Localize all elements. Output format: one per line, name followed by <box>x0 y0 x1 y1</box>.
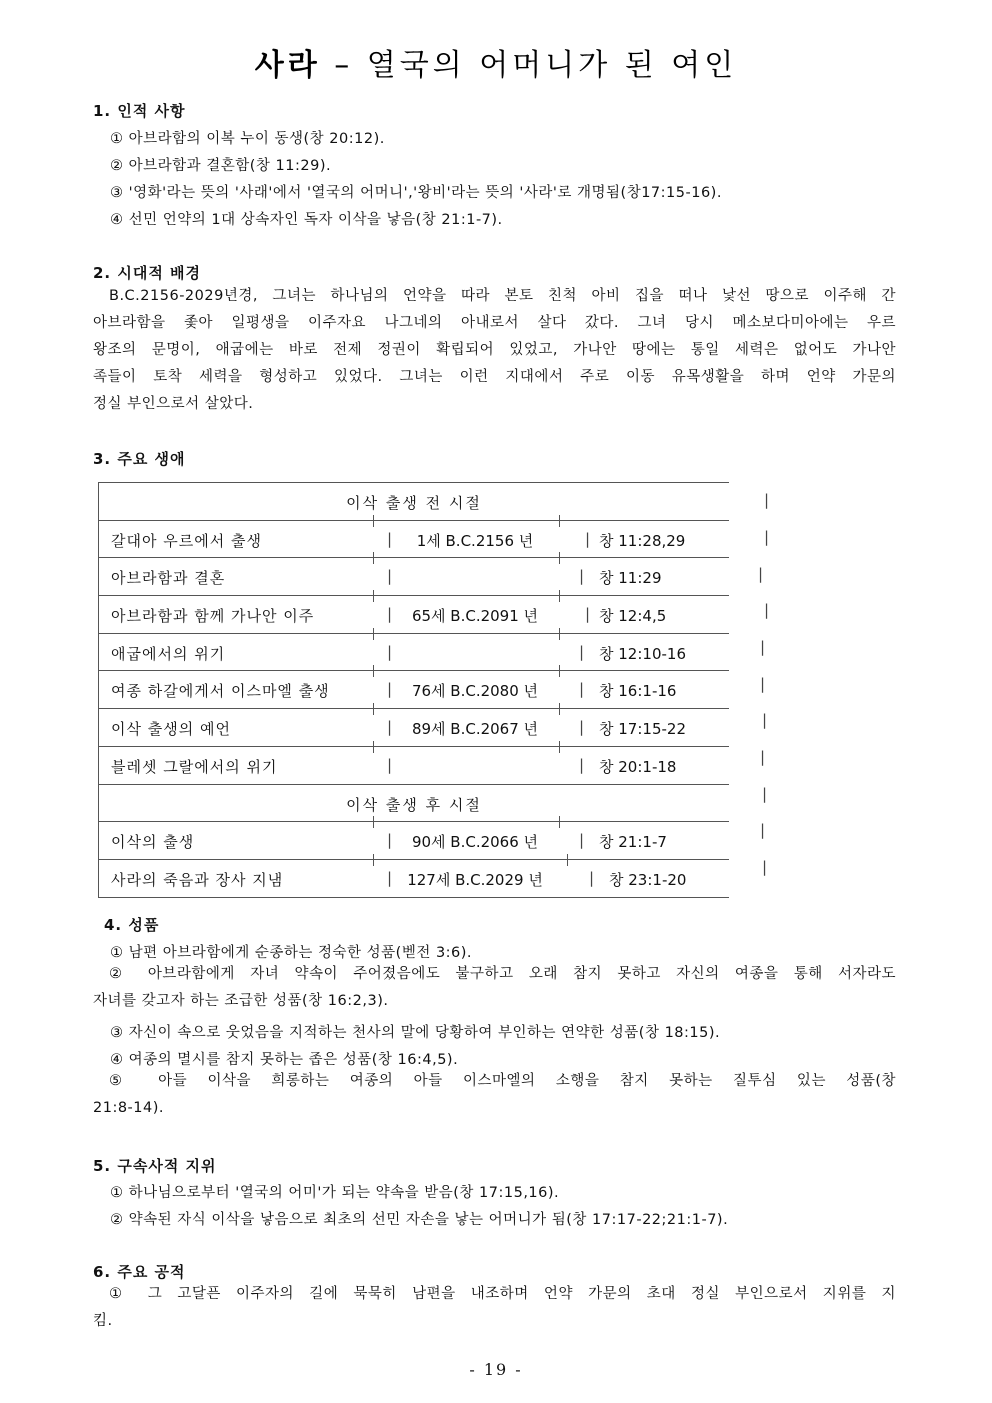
section-heading-character: 4. 성품 <box>104 916 160 934</box>
paragraph-line: 자녀를 갖고자 하는 조급한 성품(창 16:2,3). <box>93 993 389 1009</box>
event-cell: 애굽에서의 위기 <box>111 644 226 663</box>
cell-divider: | <box>387 605 393 624</box>
event-cell: 블레셋 그랄에서의 위기 <box>111 757 278 776</box>
age-year-cell: 1세 B.C.2156 년 <box>416 531 534 550</box>
page-number: - 19 - <box>469 1360 523 1379</box>
age-year-cell: 89세 B.C.2067 년 <box>411 720 539 739</box>
reference-cell: 창 11:29 <box>599 569 662 588</box>
table-row <box>99 670 729 708</box>
list-item: ③ '영화'라는 뜻의 '사래'에서 '열국의 어머니','왕비'라는 뜻의 '사라'로 개명됨(창17:15-16). <box>110 185 722 201</box>
paragraph-line: 족들이 토착 세력을 형성하고 있었다. 그녀는 이런 지대에서 주로 이동 유목생활을 하며 언약 가문의 <box>93 369 896 385</box>
event-cell: 갈대아 우르에서 출생 <box>111 531 262 550</box>
list-item: ④ 선민 언약의 1대 상속자인 독자 이삭을 낳음(창 21:1-7). <box>110 212 503 228</box>
table-edge-bar: | <box>762 711 768 729</box>
title-name: 사라 <box>254 48 321 83</box>
age-year-cell: 76세 B.C.2080 년 <box>411 682 539 701</box>
list-item: ② 아브라함과 결혼함(창 11:29). <box>110 158 332 174</box>
cell-divider: | <box>387 868 393 887</box>
list-item: ① 아브라함의 이복 누이 동생(창 20:12). <box>110 131 385 147</box>
table-edge-bar: | <box>760 638 766 656</box>
cell-divider: | <box>579 718 585 737</box>
table-edge-bar: | <box>760 748 766 766</box>
paragraph-line: ① 그 고달픈 이주자의 길에 묵묵히 남편을 내조하며 언약 가문의 초대 정실 부인으로서 지위를 지 <box>109 1286 896 1302</box>
reference-cell: 창 11:28,29 <box>599 531 686 550</box>
paragraph-line: 킴. <box>93 1313 113 1329</box>
table-edge-bar: | <box>760 821 766 839</box>
cell-divider: | <box>579 642 585 661</box>
cell-divider: | <box>387 680 393 699</box>
paragraph-line: 21:8-14). <box>93 1100 165 1116</box>
cell-divider: | <box>387 567 393 586</box>
table-row <box>99 520 729 558</box>
reference-cell: 창 23:1-20 <box>609 870 687 889</box>
life-table <box>98 482 729 898</box>
table-section-row <box>99 482 729 520</box>
list-item: ③ 자신이 속으로 웃었음을 지적하는 천사의 말에 당황하여 부인하는 연약한 성품(창 18:15). <box>110 1025 721 1041</box>
list-item <box>93 1068 896 1122</box>
cell-divider: | <box>579 567 585 586</box>
paragraph-line: B.C.2156-2029년경, 그녀는 하나님의 언약을 따라 본토 친척 아비 집을 떠나 낯선 땅으로 이주해 간 <box>109 288 896 304</box>
cell-divider: | <box>579 680 585 699</box>
table-row <box>99 708 729 746</box>
table-edge-bar: | <box>762 785 768 803</box>
cell-divider: | <box>387 718 393 737</box>
list-item <box>93 961 896 1015</box>
table-edge-bar: | <box>764 601 770 619</box>
event-cell: 이삭 출생의 예언 <box>111 720 231 739</box>
section-heading-background: 2. 시대적 배경 <box>93 264 202 282</box>
reference-cell: 창 17:15-22 <box>599 720 686 739</box>
table-edge-bar: | <box>764 491 770 509</box>
table-row <box>99 746 729 784</box>
list-item <box>93 1281 896 1335</box>
section-heading-personal: 1. 인적 사항 <box>93 102 186 120</box>
table-edge-bar: | <box>762 858 768 876</box>
section-heading-redemptive-role: 5. 구속사적 지위 <box>93 1157 217 1175</box>
cell-divider: | <box>589 868 595 887</box>
section-heading-achievements: 6. 주요 공적 <box>93 1263 186 1281</box>
page-title <box>0 40 992 84</box>
table-edge-bar: | <box>764 528 770 546</box>
table-row <box>99 557 729 595</box>
table-edge-bar: | <box>760 675 766 693</box>
event-cell: 여종 하갈에게서 이스마엘 출생 <box>111 682 330 701</box>
list-item: ④ 여종의 멸시를 참지 못하는 좁은 성품(창 16:4,5). <box>110 1052 459 1068</box>
age-year-cell: 65세 B.C.2091 년 <box>411 607 539 626</box>
paragraph-line: ⑤ 아들 이삭을 희롱하는 여종의 아들 이스마엘의 소행을 참지 못하는 질투심 있는 성품(창 <box>109 1073 896 1089</box>
table-section-label: 이삭 출생 후 시절 <box>346 795 482 814</box>
paragraph-line: 정실 부인으로서 살았다. <box>93 396 254 412</box>
paragraph-line: ② 아브라함에게 자녀 약속이 주어졌음에도 불구하고 오래 참지 못하고 자신의 여종을 통해 서자라도 <box>109 966 896 982</box>
table-edge-bar: | <box>758 565 764 583</box>
list-item: ① 하나님으로부터 '열국의 어미'가 되는 약속을 받음(창 17:15,16). <box>110 1185 560 1201</box>
paragraph-line: 왕조의 문명이, 애굽에는 바로 전제 정권이 확립되어 있었고, 가나안 땅에는 통일 세력은 없어도 가나안 <box>93 342 896 358</box>
reference-cell: 창 21:1-7 <box>599 833 667 852</box>
table-row <box>99 821 729 859</box>
table-row <box>99 633 729 671</box>
table-section-row <box>99 784 729 822</box>
background-paragraph <box>93 283 896 418</box>
cell-divider: | <box>387 755 393 774</box>
cell-divider: | <box>387 831 393 850</box>
section-heading-life: 3. 주요 생애 <box>93 450 186 468</box>
reference-cell: 창 12:10-16 <box>599 644 686 663</box>
table-row <box>99 859 729 898</box>
cell-divider: | <box>387 529 393 548</box>
event-cell: 사라의 죽음과 장사 지냄 <box>111 870 284 889</box>
event-cell: 아브라함과 결혼 <box>111 569 226 588</box>
cell-divider: | <box>585 605 591 624</box>
cell-divider: | <box>585 529 591 548</box>
reference-cell: 창 16:1-16 <box>599 682 677 701</box>
list-item: ② 약속된 자식 이삭을 낳음으로 최초의 선민 자손을 낳는 어머니가 됨(창 17:17-22;21:1-7). <box>110 1212 729 1228</box>
reference-cell: 창 20:1-18 <box>599 757 677 776</box>
cell-divider: | <box>387 642 393 661</box>
cell-divider: | <box>579 831 585 850</box>
reference-cell: 창 12:4,5 <box>599 607 667 626</box>
age-year-cell: 127세 B.C.2029 년 <box>407 870 543 889</box>
title-subtitle: – 열국의 어머니가 된 여인 <box>320 48 738 83</box>
event-cell: 이삭의 출생 <box>111 833 195 852</box>
cell-divider: | <box>579 755 585 774</box>
event-cell: 아브라함과 함께 가나안 이주 <box>111 607 315 626</box>
table-section-label: 이삭 출생 전 시절 <box>346 494 482 512</box>
paragraph-line: 아브라함을 좇아 일평생을 이주자요 나그네의 아내로서 살다 갔다. 그녀 당시 메소보다미아에는 우르 <box>93 315 896 331</box>
age-year-cell: 90세 B.C.2066 년 <box>411 833 539 852</box>
list-item: ① 남편 아브라함에게 순종하는 정숙한 성품(벧전 3:6). <box>110 945 473 961</box>
table-row <box>99 595 729 633</box>
